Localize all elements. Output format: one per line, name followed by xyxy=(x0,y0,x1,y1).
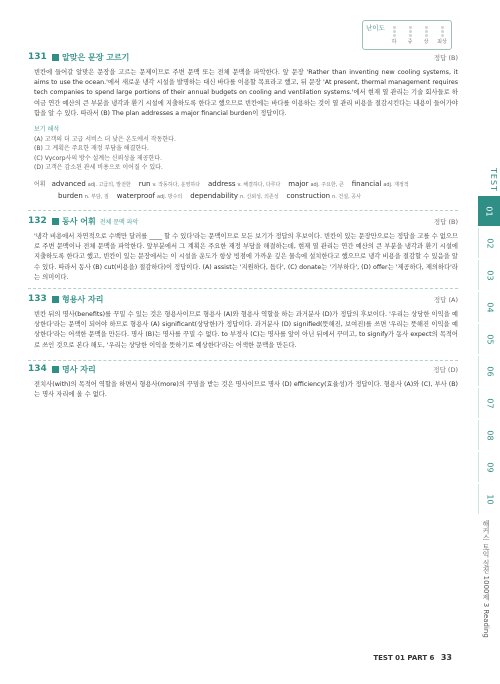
vocab-word: major xyxy=(288,179,309,188)
vocab-meaning: v. 작동하다, 운영하다 xyxy=(152,181,201,188)
tab-test-05[interactable] xyxy=(478,324,500,354)
page-number: 33 xyxy=(440,653,452,662)
vocab-word: run xyxy=(138,179,151,188)
question-type-title xyxy=(62,216,138,227)
tab-test-04[interactable] xyxy=(478,292,500,322)
tab-label: 06 xyxy=(485,365,495,377)
vocab-meaning: n. 신뢰성, 의존성 xyxy=(240,193,279,200)
question-type-subtitle: 전체 문맥 파악 xyxy=(99,219,139,226)
question-number: 134 xyxy=(28,364,47,374)
tab-test-09[interactable] xyxy=(478,452,500,482)
page-footer xyxy=(373,653,452,662)
question-type-title-text: 동사 어휘 xyxy=(62,217,96,226)
question-type-icon xyxy=(52,366,59,373)
section-divider xyxy=(28,360,458,361)
tab-test-02[interactable] xyxy=(478,228,500,258)
footer-part: PART 6 xyxy=(407,654,435,662)
section-divider xyxy=(28,288,458,289)
vocab-word: financial xyxy=(351,179,382,188)
tab-label: 04 xyxy=(485,301,495,313)
difficulty-level-label: 하 xyxy=(391,39,397,45)
question-type-icon xyxy=(52,296,59,303)
difficulty-indicator xyxy=(362,20,452,50)
section-divider xyxy=(28,210,458,211)
tab-test-07[interactable] xyxy=(478,388,500,418)
tab-test-06[interactable] xyxy=(478,356,500,386)
question-132 xyxy=(28,216,458,283)
answer-label: 정답 (D) xyxy=(433,366,458,374)
tab-label: 08 xyxy=(485,429,495,441)
tab-test-01[interactable] xyxy=(478,196,500,226)
vocab-word: waterproof xyxy=(116,191,155,200)
vocab-word: construction xyxy=(286,191,331,200)
vocabulary-list xyxy=(34,179,458,203)
vocab-meaning: adj. 고급의, 발전한 xyxy=(87,181,131,188)
answer-label: 정답 (B) xyxy=(433,218,458,226)
vocab-meaning: n. 건설, 공사 xyxy=(332,193,361,200)
tab-label: 10 xyxy=(485,493,495,505)
explanation-text: 전치사(with)의 목적어 역할을 하면서 형용사(more)의 꾸밈을 받는 것은 명사이므로 명사 (D) efficiency(효율성)가 정답이다. 형용사 (A)와 (C), 부사 (B)는 명사 자리에 올 수 없다. xyxy=(34,381,458,399)
difficulty-level-label: 최상 xyxy=(437,39,447,45)
tab-label: 05 xyxy=(485,333,495,345)
question-number: 132 xyxy=(28,216,47,226)
difficulty-label: 난이도 xyxy=(366,24,385,32)
tab-test-10[interactable] xyxy=(478,484,500,514)
answer-label: 정답 (A) xyxy=(433,296,458,304)
option-b: (B) 그 계획은 주요한 재정 부담을 해결한다. xyxy=(34,145,149,153)
difficulty-level-label: 상 xyxy=(423,39,429,45)
vocab-meaning: adj. 방수의 xyxy=(156,193,183,200)
vocab-meaning: v. 해결하다, 다루다 xyxy=(237,181,281,188)
answer-label: 정답 (B) xyxy=(433,54,458,62)
vocab-word: dependability xyxy=(190,191,239,200)
tab-label: 01 xyxy=(484,205,494,217)
book-title-vertical: 해커스 토익 실전 1000제 3 Reading xyxy=(482,520,490,638)
difficulty-level-low xyxy=(387,25,401,45)
question-134 xyxy=(28,364,458,400)
options-translation xyxy=(34,125,458,173)
vocabulary-heading: 어휘 xyxy=(34,180,46,188)
vocab-meaning: n. 부담, 짐 xyxy=(84,193,109,200)
explanation-text: '냉각 비용에서 자연적으로 수백만 달러를 ____ 할 수 있다'라는 문맥이므로 모든 보기가 정답의 후보이다. 빈칸이 있는 문장만으로는 정답을 고를 수 없으므로 주변 문맥이나 전체 문맥을 파악한다. 앞부분에서 그 계획은 주요한 재정 부담을 해결하는데, 현재 열 관리는 연간 예산의 큰 부분을 냉각과 환기 시설에 지출하도록 한다고 했고, 빈칸이 있는 문장에서는 이 시설을 운도가 항상 빙점에 가까운 깊은 물속에 설치한다고 했으므로 냉각 비용을 절감할 수 있음을 알 수 있다. 따라서 동사 (B) cut(비용을) 절감하다)이 정답이다. (A) assist는 '지원하다, 돕다', (C) donate는 '기부하다', (D) offer는 '제공하다, 제의하다'라는 의미이다. xyxy=(34,233,458,281)
question-type-icon xyxy=(52,218,59,225)
question-131 xyxy=(28,52,458,203)
tab-label: 07 xyxy=(485,397,495,409)
options-title: 보기 해석 xyxy=(34,126,60,134)
vocab-meaning: adj. 주요한, 큰 xyxy=(310,181,344,188)
difficulty-level-label: 중 xyxy=(407,39,413,45)
vocab-meaning: adj. 재정적 xyxy=(383,181,409,188)
test-tab-label: TEST xyxy=(489,168,498,192)
tab-test-08[interactable] xyxy=(478,420,500,450)
difficulty-level-mid xyxy=(403,25,417,45)
difficulty-level-high xyxy=(419,25,433,45)
vocab-word: advanced xyxy=(51,179,86,188)
option-c: (C) Vycorp사의 방수 설계는 신뢰성을 제공한다. xyxy=(34,154,162,162)
explanation-text: 빈칸 뒤의 명사(benefits)를 꾸밀 수 있는 것은 형용사이므로 형용사 (A)와 형용사 역할을 하는 과거분사 (D)가 정답의 후보이다. '우리는 상당한 이익을 예상한다'라는 문맥이 되어야 하므로 형용사 (A) significant(상당한)가 정답이다. 과거분사 (D) signified(뜻해진, 보여진)를 쓰면 '우리는 뜻해진 이익을 예상한다'라는 어색한 문맥을 만든다. 명사 (B)는 명사를 꾸밀 수 없다. to 부정사 (C)는 명사를 앞이 아닌 뒤에서 꾸미고, to signify가 동사 expect의 목적어로 쓰인 것으로 본다 해도, '우리는 상당한 이익을 뜻하기로 예상한다'라는 어색한 문맥을 만든다. xyxy=(34,311,458,349)
tab-test-03[interactable] xyxy=(478,260,500,290)
vocab-word: burden xyxy=(57,191,83,200)
question-133 xyxy=(28,294,458,351)
option-d: (D) 고객은 감소된 관세 비용으로 이어질 수 있다. xyxy=(34,164,163,172)
option-a: (A) 고객의 더 고급 서비스 더 낮은 온도에서 작동한다. xyxy=(34,135,176,143)
question-type-icon xyxy=(52,54,59,61)
tab-label: 09 xyxy=(485,461,495,473)
tab-label: 02 xyxy=(485,237,495,249)
question-type-title: 알맞은 문장 고르기 xyxy=(62,53,130,62)
tab-label: 03 xyxy=(485,269,495,281)
vocab-word: address xyxy=(208,179,236,188)
question-type-title: 형용사 자리 xyxy=(62,295,104,304)
difficulty-level-top xyxy=(435,25,449,45)
explanation-text: 빈칸에 들어갈 알맞은 문장을 고르는 문제이므로 주변 문맥 또는 전체 문맥을 파악한다. 앞 문장 'Rather than inventing new cooling systems, it aims to use the ocean.'에서 새로운 냉각 시설을 발명하는 대신 바다를 이용할 목표라고 했고, 뒤 문장 'At present, thermal management requires tech companies to spend large portions of their annual budgets on cooling and ventilation systems.'에서 현재 열 관리는 기술 회사들로 하여금 연간 예산의 큰 부분을 냉각과 환기 시설에 지출하도록 한다고 했으므로 빈칸에는 바다를 이용하는 것이 열 관리 비용을 절감시킨다는 내용이 들어가야 함을 알 수 있다. 따라서 (B) The plan addresses a major financial burden이 정답이다. xyxy=(34,69,458,117)
question-number: 133 xyxy=(28,294,47,304)
question-type-title: 명사 자리 xyxy=(62,365,96,374)
footer-test: TEST 01 xyxy=(373,654,405,662)
question-number: 131 xyxy=(28,52,47,62)
